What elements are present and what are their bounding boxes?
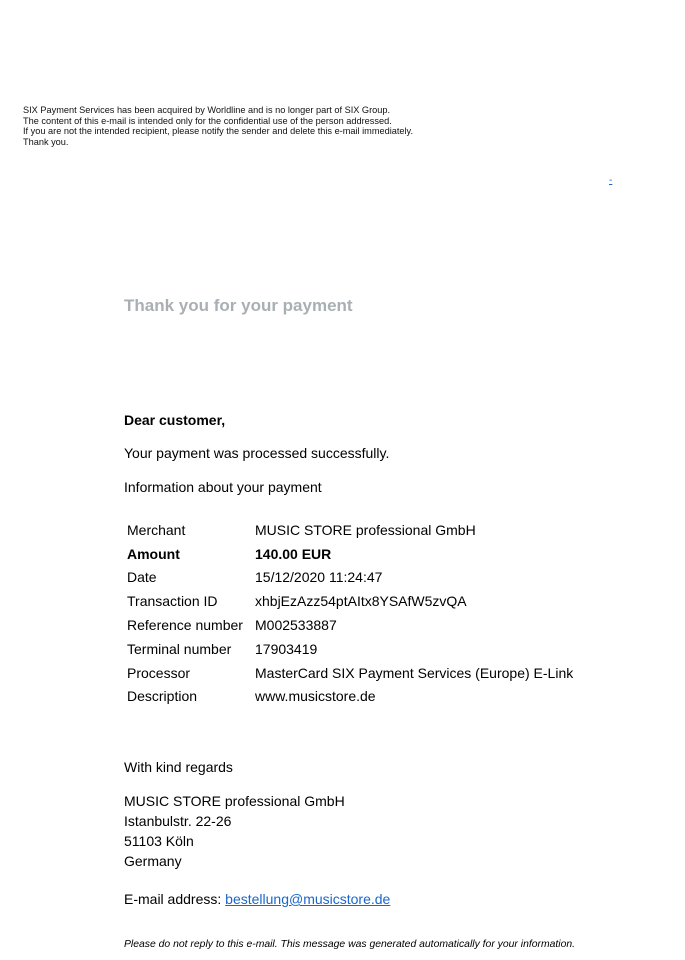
greeting: Dear customer, <box>124 412 226 428</box>
detail-label: Reference number <box>127 617 243 634</box>
detail-label: Description <box>127 688 198 705</box>
detail-label: Date <box>127 569 157 586</box>
address-line: 51103 Köln <box>124 833 194 849</box>
detail-row-date <box>124 566 576 590</box>
success-message: Your payment was processed successfully. <box>124 445 390 461</box>
detail-row-transaction-id <box>124 589 576 613</box>
detail-value: 140.00 EUR <box>255 545 332 562</box>
detail-label: Terminal number <box>127 640 232 657</box>
address-line: Istanbulstr. 22-26 <box>124 813 232 829</box>
email-line <box>124 891 390 907</box>
page-title: Thank you for your payment <box>124 296 353 315</box>
email-link[interactable]: bestellung@musicstore.de <box>225 891 391 907</box>
detail-value: 15/12/2020 11:24:47 <box>255 569 383 586</box>
detail-value: 17903419 <box>255 640 318 657</box>
detail-row-terminal-number <box>124 637 576 661</box>
detail-label: Amount <box>127 545 180 562</box>
detail-value: MasterCard SIX Payment Services (Europe) E-Link <box>255 664 574 681</box>
closing: With kind regards <box>124 759 233 775</box>
address-line: MUSIC STORE professional GmbH <box>124 793 345 809</box>
detail-row-merchant <box>124 518 576 542</box>
detail-label: Processor <box>127 664 191 681</box>
detail-row-reference-number <box>124 613 576 637</box>
disclaimer-line: Thank you. <box>23 136 69 147</box>
merchant-address <box>124 791 345 871</box>
detail-value: xhbjEzAzz54ptAItx8YSAfW5zvQA <box>255 593 467 610</box>
disclaimer-line: If you are not the intended recipient, please notify the sender and delete this e-mail immediately. <box>23 126 414 136</box>
detail-row-processor <box>124 661 576 685</box>
detail-row-amount <box>124 542 576 566</box>
info-heading: Information about your payment <box>124 479 322 495</box>
detail-row-description <box>124 685 576 709</box>
detail-label: Transaction ID <box>127 593 218 610</box>
footer-note: Please do not reply to this e-mail. This message was generated automatically for your information. <box>124 939 576 950</box>
detail-value: MUSIC STORE professional GmbH <box>255 521 476 538</box>
payment-details-table <box>124 518 576 708</box>
disclaimer <box>23 105 663 147</box>
address-line: Germany <box>124 853 182 869</box>
detail-value: M002533887 <box>255 617 337 634</box>
corner-link[interactable]: - <box>609 175 613 186</box>
email-label: E-mail address: <box>124 891 226 907</box>
detail-value: www.musicstore.de <box>255 688 376 705</box>
disclaimer-line: SIX Payment Services has been acquired by Worldline and is no longer part of SIX Group. <box>23 105 391 115</box>
disclaimer-line: The content of this e-mail is intended only for the confidential use of the person addressed. <box>23 115 392 126</box>
detail-label: Merchant <box>127 521 186 538</box>
